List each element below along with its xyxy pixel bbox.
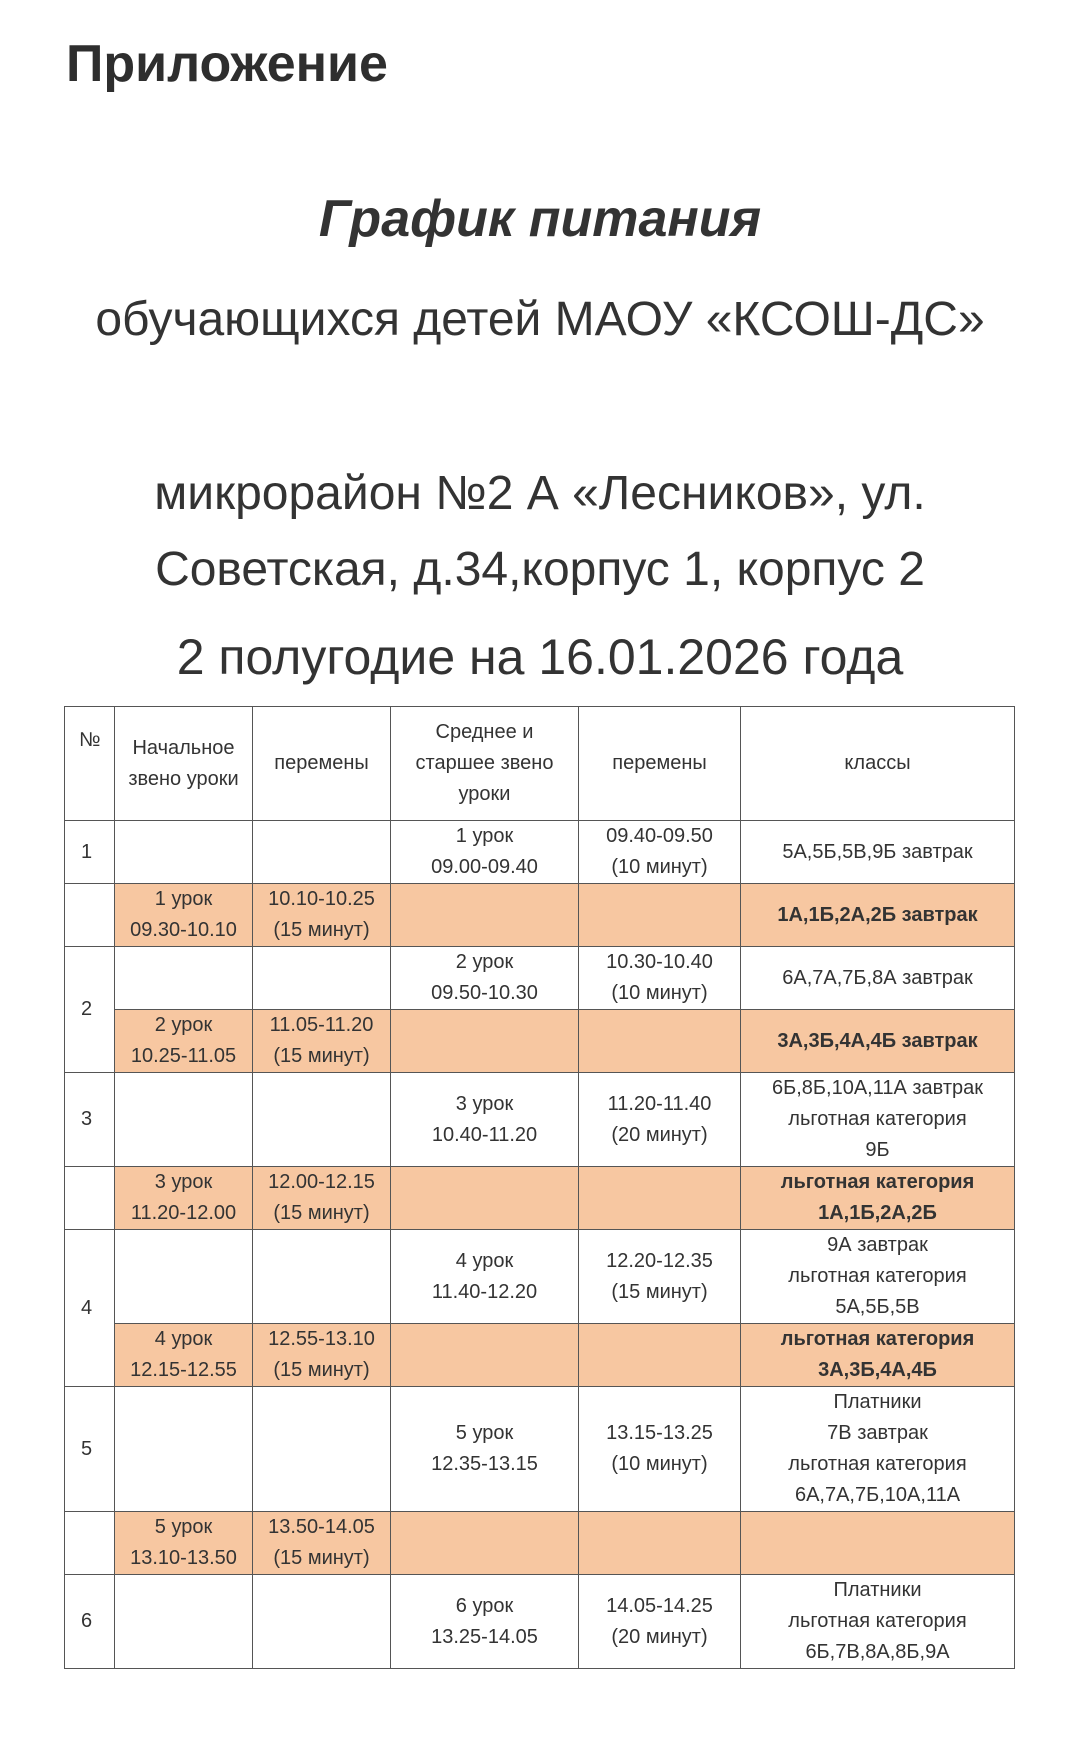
header-breaks-primary: перемены bbox=[253, 707, 391, 821]
primary-lesson-cell bbox=[115, 1512, 253, 1575]
primary-lesson-cell bbox=[115, 884, 253, 947]
classes-cell-line: Платники bbox=[833, 1391, 922, 1413]
secondary-lesson-cell bbox=[391, 1073, 579, 1167]
classes-cell-line: льготная категория bbox=[788, 1453, 967, 1475]
primary-lesson-cell-line: 13.10-13.50 bbox=[130, 1547, 237, 1569]
classes-cell-line: 7В завтрак bbox=[827, 1422, 928, 1444]
classes-cell bbox=[741, 821, 1015, 884]
row-number: 6 bbox=[65, 1575, 115, 1669]
primary-break-cell-line: 12.55-13.10 bbox=[268, 1328, 375, 1350]
table-row bbox=[65, 1512, 1015, 1575]
primary-lesson-cell-line: 10.25-11.05 bbox=[130, 1045, 237, 1067]
classes-cell bbox=[741, 1387, 1015, 1512]
primary-break-cell bbox=[253, 1512, 391, 1575]
row-number bbox=[65, 1512, 115, 1575]
primary-lesson-cell bbox=[115, 1073, 253, 1167]
classes-cell-line: 9А завтрак bbox=[827, 1234, 928, 1256]
table-row bbox=[65, 1575, 1015, 1669]
primary-break-cell-line: (15 минут) bbox=[273, 919, 370, 941]
classes-cell-line: льготная категория bbox=[780, 1328, 975, 1350]
primary-lesson-cell bbox=[115, 1575, 253, 1669]
secondary-break-cell-line: (10 минут) bbox=[611, 856, 708, 878]
secondary-lesson-cell-line: 12.35-13.15 bbox=[431, 1453, 538, 1475]
table-row bbox=[65, 1230, 1015, 1324]
document-address: микрорайон №2 А «Лесников», ул. Советская, д.34,корпус 1, корпус 2 bbox=[154, 467, 926, 596]
secondary-break-cell bbox=[579, 1512, 741, 1575]
document-period: 2 полугодие на 16.01.2026 года bbox=[176, 629, 904, 685]
primary-break-cell bbox=[253, 821, 391, 884]
secondary-break-cell-line: (10 минут) bbox=[611, 982, 708, 1004]
primary-break-cell bbox=[253, 947, 391, 1010]
header-secondary-lessons bbox=[391, 707, 579, 821]
primary-break-cell bbox=[253, 1387, 391, 1512]
secondary-break-cell-line: 14.05-14.25 bbox=[606, 1594, 713, 1617]
classes-cell bbox=[741, 1575, 1015, 1669]
classes-cell-line: 6А,7А,7Б,8А завтрак bbox=[782, 966, 973, 989]
row-number: 1 bbox=[65, 821, 115, 884]
primary-break-cell-line: (15 минут) bbox=[273, 1045, 370, 1067]
classes-cell bbox=[741, 1167, 1015, 1230]
document-subtitle: обучающихся детей МАОУ «КСОШ-ДС» bbox=[95, 293, 985, 346]
header-primary-line: Начальное bbox=[132, 736, 235, 759]
secondary-break-cell-line: (20 минут) bbox=[611, 1625, 708, 1648]
classes-cell-line: 9Б bbox=[865, 1139, 890, 1161]
secondary-lesson-cell-line: 09.50-10.30 bbox=[431, 982, 538, 1004]
classes-cell bbox=[741, 1073, 1015, 1167]
header-primary-line: звено уроки bbox=[128, 767, 239, 790]
classes-cell-line: 3А,3Б,4А,4Б bbox=[818, 1359, 937, 1381]
primary-break-cell-line: 10.10-10.25 bbox=[268, 888, 375, 910]
row-number bbox=[65, 884, 115, 947]
secondary-lesson-cell bbox=[391, 884, 579, 947]
primary-lesson-cell-line: 5 урок bbox=[154, 1516, 213, 1538]
primary-break-cell bbox=[253, 1010, 391, 1073]
classes-cell-line: 6А,7А,7Б,10А,11А bbox=[794, 1484, 961, 1506]
header-number: № bbox=[65, 707, 115, 821]
classes-cell-line: 5А,5Б,5В,9Б завтрак bbox=[782, 840, 973, 863]
classes-cell-line: 1А,1Б,2А,2Б bbox=[818, 1202, 937, 1224]
secondary-lesson-cell-line: 11.40-12.20 bbox=[431, 1280, 538, 1303]
classes-cell-line: льготная категория bbox=[788, 1108, 967, 1130]
secondary-break-cell-line: 12.20-12.35 bbox=[606, 1249, 713, 1272]
secondary-break-cell bbox=[579, 1324, 741, 1387]
primary-break-cell bbox=[253, 884, 391, 947]
table-row bbox=[65, 947, 1015, 1010]
secondary-break-cell bbox=[579, 1073, 741, 1167]
secondary-lesson-cell-line: 6 урок bbox=[455, 1594, 514, 1617]
secondary-break-cell bbox=[579, 821, 741, 884]
primary-lesson-cell bbox=[115, 1230, 253, 1324]
primary-lesson-cell-line: 1 урок bbox=[154, 888, 213, 910]
table-row bbox=[65, 821, 1015, 884]
secondary-lesson-cell-line: 10.40-11.20 bbox=[431, 1123, 538, 1146]
classes-cell-line: льготная категория bbox=[780, 1171, 975, 1193]
classes-cell bbox=[741, 884, 1015, 947]
secondary-lesson-cell bbox=[391, 1230, 579, 1324]
primary-break-cell-line: (15 минут) bbox=[273, 1359, 370, 1381]
classes-cell bbox=[741, 1324, 1015, 1387]
primary-lesson-cell-line: 3 урок bbox=[154, 1171, 213, 1193]
secondary-break-cell-line: (15 минут) bbox=[611, 1280, 708, 1303]
classes-cell-line: 3А,3Б,4А,4Б завтрак bbox=[777, 1029, 978, 1052]
secondary-break-cell-line: 09.40-09.50 bbox=[606, 825, 713, 847]
secondary-break-cell-line: 13.15-13.25 bbox=[606, 1422, 713, 1444]
secondary-lesson-cell-line: 3 урок bbox=[455, 1092, 514, 1115]
classes-cell-line: 1А,1Б,2А,2Б завтрак bbox=[777, 903, 978, 926]
secondary-lesson-cell-line: 5 урок bbox=[455, 1422, 514, 1444]
secondary-break-cell-line: 11.20-11.40 bbox=[607, 1092, 712, 1115]
primary-break-cell-line: 12.00-12.15 bbox=[268, 1171, 375, 1193]
secondary-break-cell bbox=[579, 1230, 741, 1324]
secondary-break-cell-line: (20 минут) bbox=[611, 1123, 708, 1146]
primary-break-cell bbox=[253, 1575, 391, 1669]
primary-lesson-cell bbox=[115, 947, 253, 1010]
primary-break-cell-line: 13.50-14.05 bbox=[268, 1516, 375, 1538]
secondary-lesson-cell-line: 2 урок bbox=[455, 951, 514, 973]
primary-lesson-cell bbox=[115, 1010, 253, 1073]
classes-cell bbox=[741, 1230, 1015, 1324]
primary-break-cell-line: 11.05-11.20 bbox=[269, 1014, 374, 1036]
table-header-row bbox=[65, 707, 1015, 821]
classes-cell-line: Платники bbox=[833, 1579, 922, 1601]
secondary-break-cell bbox=[579, 1167, 741, 1230]
primary-break-cell-line: (15 минут) bbox=[273, 1202, 370, 1224]
primary-lesson-cell bbox=[115, 1387, 253, 1512]
header-secondary-line: уроки bbox=[458, 783, 511, 805]
secondary-lesson-cell bbox=[391, 1010, 579, 1073]
classes-cell-line: льготная категория bbox=[788, 1265, 967, 1287]
secondary-lesson-cell-line: 1 урок bbox=[455, 825, 514, 847]
row-number: 3 bbox=[65, 1073, 115, 1167]
secondary-lesson-cell bbox=[391, 1512, 579, 1575]
row-number bbox=[65, 1167, 115, 1230]
table-row bbox=[65, 1167, 1015, 1230]
classes-cell-line: 6Б,8Б,10А,11А завтрак bbox=[771, 1077, 984, 1099]
primary-break-cell-line: (15 минут) bbox=[273, 1547, 370, 1569]
row-number: 5 bbox=[65, 1387, 115, 1512]
header-secondary-line: Среднее и bbox=[435, 721, 534, 743]
secondary-lesson-cell-line: 4 урок bbox=[455, 1249, 514, 1272]
secondary-lesson-cell bbox=[391, 1575, 579, 1669]
secondary-lesson-cell-line: 09.00-09.40 bbox=[431, 856, 538, 878]
primary-break-cell bbox=[253, 1230, 391, 1324]
header-secondary-line: старшее звено bbox=[415, 752, 554, 774]
primary-lesson-cell-line: 2 урок bbox=[154, 1014, 213, 1036]
secondary-lesson-cell-line: 13.25-14.05 bbox=[431, 1625, 538, 1648]
secondary-lesson-cell bbox=[391, 821, 579, 884]
secondary-lesson-cell bbox=[391, 1167, 579, 1230]
header-primary-lessons bbox=[115, 707, 253, 821]
secondary-break-cell bbox=[579, 1575, 741, 1669]
classes-cell-line: 5А,5Б,5В bbox=[835, 1296, 920, 1318]
primary-lesson-cell-line: 11.20-12.00 bbox=[130, 1202, 237, 1224]
table-row bbox=[65, 1324, 1015, 1387]
secondary-lesson-cell bbox=[391, 1387, 579, 1512]
classes-cell bbox=[741, 1512, 1015, 1575]
primary-lesson-cell-line: 4 урок bbox=[154, 1328, 213, 1350]
classes-cell bbox=[741, 1010, 1015, 1073]
primary-lesson-cell bbox=[115, 1324, 253, 1387]
secondary-lesson-cell bbox=[391, 1324, 579, 1387]
classes-cell-line: льготная категория bbox=[788, 1610, 967, 1632]
secondary-break-cell-line: 10.30-10.40 bbox=[606, 951, 713, 973]
classes-cell-line: 6Б,7В,8А,8Б,9А bbox=[805, 1641, 950, 1663]
secondary-break-cell-line: (10 минут) bbox=[611, 1453, 708, 1475]
primary-break-cell bbox=[253, 1324, 391, 1387]
secondary-break-cell bbox=[579, 1387, 741, 1512]
table-row bbox=[65, 1010, 1015, 1073]
primary-lesson-cell-line: 09.30-10.10 bbox=[130, 919, 237, 941]
primary-break-cell bbox=[253, 1167, 391, 1230]
appendix-label: Приложение bbox=[66, 35, 388, 93]
table-row bbox=[65, 1073, 1015, 1167]
secondary-break-cell bbox=[579, 1010, 741, 1073]
header-classes: классы bbox=[741, 707, 1015, 821]
primary-lesson-cell bbox=[115, 1167, 253, 1230]
primary-lesson-cell bbox=[115, 821, 253, 884]
table-row bbox=[65, 1387, 1015, 1512]
meal-schedule-table bbox=[64, 706, 1015, 1669]
classes-cell bbox=[741, 947, 1015, 1010]
row-number: 2 bbox=[65, 947, 115, 1073]
secondary-lesson-cell bbox=[391, 947, 579, 1010]
secondary-break-cell bbox=[579, 947, 741, 1010]
table-row bbox=[65, 884, 1015, 947]
primary-lesson-cell-line: 12.15-12.55 bbox=[130, 1359, 237, 1381]
primary-break-cell bbox=[253, 1073, 391, 1167]
row-number: 4 bbox=[65, 1230, 115, 1387]
header-breaks-secondary: перемены bbox=[579, 707, 741, 821]
secondary-break-cell bbox=[579, 884, 741, 947]
document-title: График питания bbox=[318, 190, 762, 248]
